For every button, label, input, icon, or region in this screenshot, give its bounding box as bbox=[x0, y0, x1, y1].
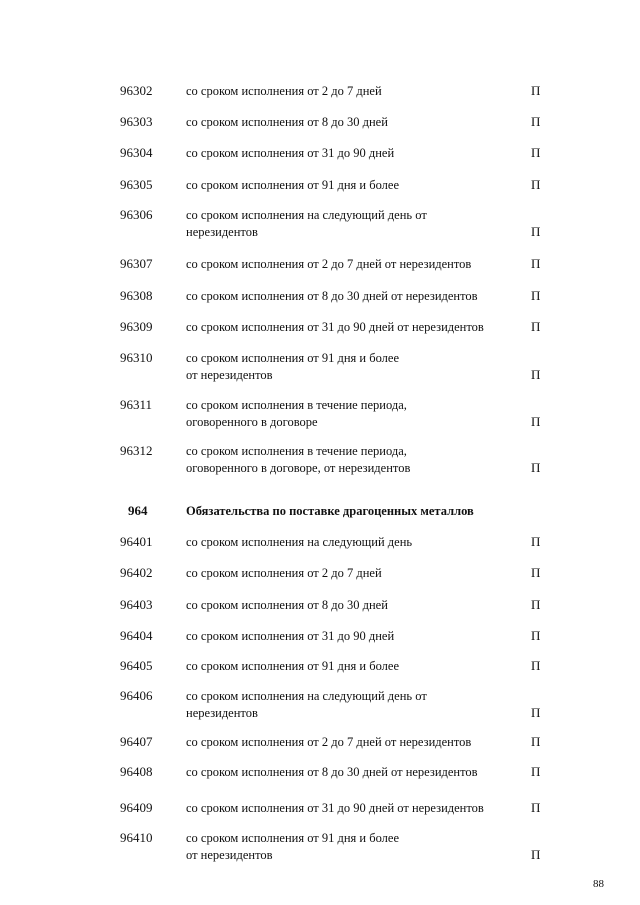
account-code: 96404 bbox=[120, 628, 153, 643]
account-code: 96405 bbox=[120, 658, 153, 673]
account-code: 96310 bbox=[120, 350, 153, 365]
account-description bbox=[186, 114, 388, 131]
description-line: со сроком исполнения на следующий день от bbox=[186, 689, 427, 703]
description-line: со сроком исполнения от 31 до 90 дней от нерезидентов bbox=[186, 801, 484, 815]
description-line: от нерезидентов bbox=[186, 848, 273, 862]
account-code: 96408 bbox=[120, 764, 153, 779]
description-line: со сроком исполнения от 31 до 90 дней от нерезидентов bbox=[186, 320, 484, 334]
description-line: со сроком исполнения от 2 до 7 дней от нерезидентов bbox=[186, 735, 472, 749]
account-type: П bbox=[531, 288, 541, 303]
account-description bbox=[186, 597, 388, 614]
account-code: 96304 bbox=[120, 145, 153, 160]
description-line: со сроком исполнения на следующий день bbox=[186, 535, 413, 549]
account-type: П bbox=[531, 319, 541, 334]
account-type: П bbox=[531, 83, 541, 98]
description-line: со сроком исполнения от 31 до 90 дней bbox=[186, 629, 395, 643]
account-description bbox=[186, 350, 399, 384]
account-description bbox=[186, 207, 427, 241]
account-description bbox=[186, 319, 484, 336]
account-type: П bbox=[531, 114, 541, 129]
account-type: П bbox=[531, 764, 541, 779]
account-code: 96302 bbox=[120, 83, 153, 98]
account-code: 96402 bbox=[120, 565, 153, 580]
account-description bbox=[186, 628, 394, 645]
description-line: со сроком исполнения от 8 до 30 дней bbox=[186, 115, 388, 129]
description-line: со сроком исполнения от 91 дня и более bbox=[186, 659, 400, 673]
account-description bbox=[186, 688, 427, 722]
account-type: П bbox=[531, 177, 541, 192]
description-line: со сроком исполнения на следующий день от bbox=[186, 208, 427, 222]
description-line: со сроком исполнения от 2 до 7 дней bbox=[186, 566, 382, 580]
account-description bbox=[186, 565, 382, 582]
description-line: со сроком исполнения от 91 дня и более bbox=[186, 351, 400, 365]
description-line: от нерезидентов bbox=[186, 368, 273, 382]
account-description bbox=[186, 503, 474, 520]
account-code: 96407 bbox=[120, 734, 153, 749]
description-line: со сроком исполнения от 8 до 30 дней от нерезидентов bbox=[186, 289, 478, 303]
account-code: 96311 bbox=[120, 397, 153, 412]
description-line: нерезидентов bbox=[186, 706, 258, 720]
account-description bbox=[186, 256, 471, 273]
account-type: П bbox=[531, 145, 541, 160]
account-type: П bbox=[531, 367, 541, 382]
account-code: 964 bbox=[128, 503, 148, 518]
account-code: 96401 bbox=[120, 534, 153, 549]
description-line: со сроком исполнения от 91 дня и более bbox=[186, 831, 400, 845]
account-code: 96410 bbox=[120, 830, 153, 845]
account-code: 96306 bbox=[120, 207, 153, 222]
account-description bbox=[186, 658, 399, 675]
account-code: 96406 bbox=[120, 688, 153, 703]
description-line: со сроком исполнения от 2 до 7 дней bbox=[186, 84, 382, 98]
description-line: со сроком исполнения в течение периода, bbox=[186, 444, 407, 458]
description-line: оговоренного в договоре, от нерезидентов bbox=[186, 461, 411, 475]
account-type: П bbox=[531, 460, 541, 475]
description-line: со сроком исполнения от 91 дня и более bbox=[186, 178, 400, 192]
account-type: П bbox=[531, 597, 541, 612]
account-description bbox=[186, 764, 478, 781]
account-code: 96403 bbox=[120, 597, 153, 612]
account-code: 96308 bbox=[120, 288, 153, 303]
account-description bbox=[186, 443, 410, 477]
account-description bbox=[186, 800, 484, 817]
account-description bbox=[186, 145, 394, 162]
account-code: 96312 bbox=[120, 443, 153, 458]
account-code: 96305 bbox=[120, 177, 153, 192]
account-description bbox=[186, 288, 478, 305]
account-type: П bbox=[531, 800, 541, 815]
description-line: нерезидентов bbox=[186, 225, 258, 239]
account-type: П bbox=[531, 734, 541, 749]
description-line: со сроком исполнения от 8 до 30 дней от нерезидентов bbox=[186, 765, 478, 779]
account-code: 96409 bbox=[120, 800, 153, 815]
account-code: 96307 bbox=[120, 256, 153, 271]
account-description bbox=[186, 830, 399, 864]
account-code: 96309 bbox=[120, 319, 153, 334]
account-type: П bbox=[531, 565, 541, 580]
account-type: П bbox=[531, 705, 541, 720]
account-type: П bbox=[531, 224, 541, 239]
description-line: со сроком исполнения от 2 до 7 дней от нерезидентов bbox=[186, 257, 472, 271]
description-line: со сроком исполнения в течение периода, bbox=[186, 398, 407, 412]
description-line: оговоренного в договоре bbox=[186, 415, 318, 429]
description-line: Обязательства по поставке драгоценных металлов bbox=[186, 504, 474, 518]
account-type: П bbox=[531, 658, 541, 673]
account-description bbox=[186, 177, 399, 194]
account-type: П bbox=[531, 256, 541, 271]
page-number: 88 bbox=[593, 878, 604, 890]
account-description bbox=[186, 734, 471, 751]
description-line: со сроком исполнения от 31 до 90 дней bbox=[186, 146, 395, 160]
description-line: со сроком исполнения от 8 до 30 дней bbox=[186, 598, 388, 612]
account-type: П bbox=[531, 628, 541, 643]
account-type: П bbox=[531, 414, 541, 429]
account-description bbox=[186, 534, 412, 551]
account-type: П bbox=[531, 534, 541, 549]
account-description bbox=[186, 83, 382, 100]
account-description bbox=[186, 397, 407, 431]
account-code: 96303 bbox=[120, 114, 153, 129]
account-type: П bbox=[531, 847, 541, 862]
